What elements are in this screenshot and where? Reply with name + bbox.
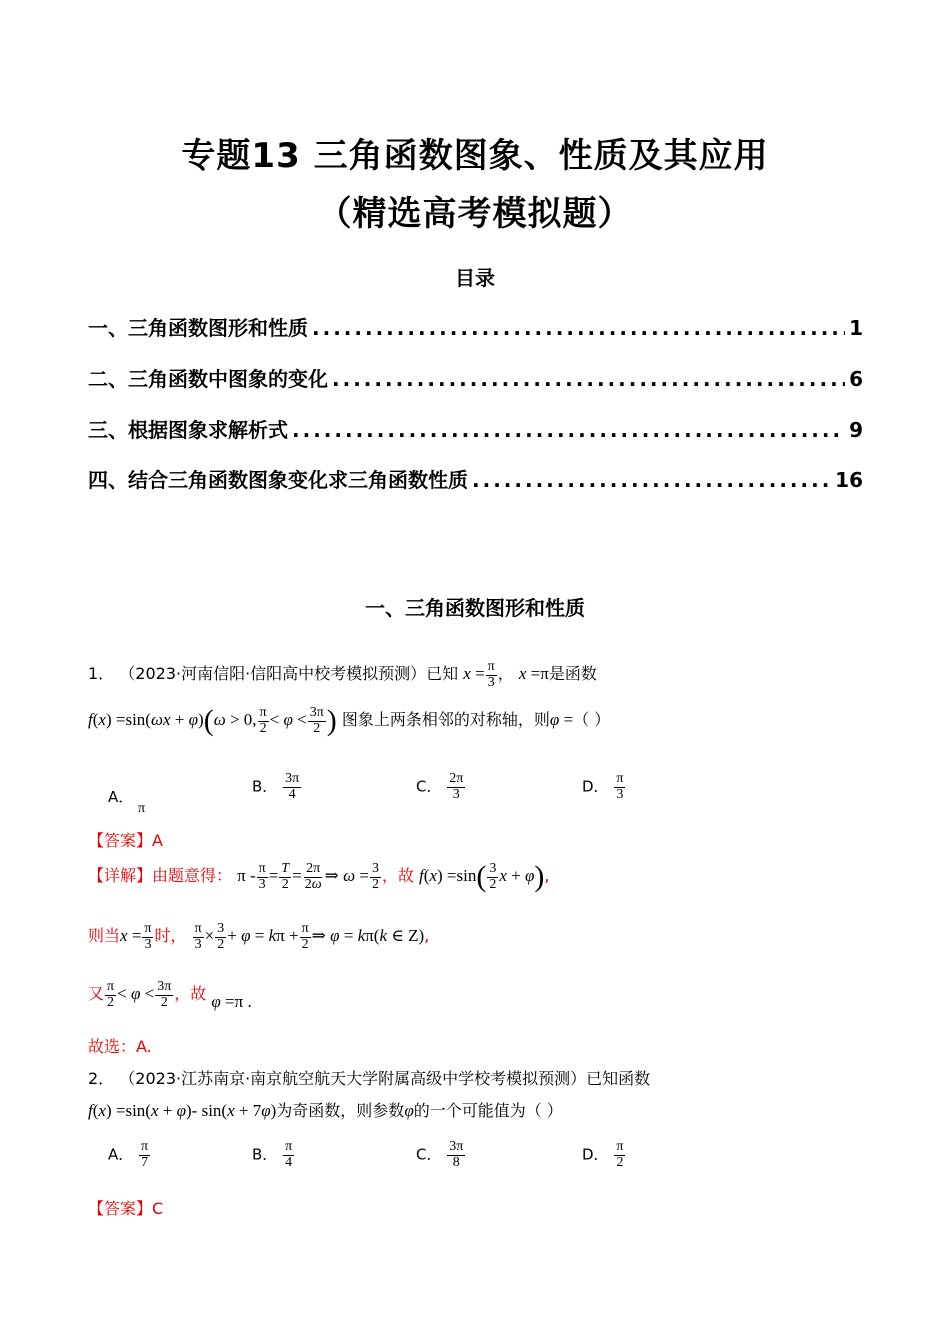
fraction-numerator: π	[141, 1139, 149, 1154]
toc-entry[interactable]	[88, 363, 863, 392]
question-stem-tail: 是函数	[548, 664, 597, 684]
option-a[interactable]	[108, 786, 146, 816]
option-c[interactable]	[416, 1140, 466, 1170]
fraction-denominator: 3	[616, 786, 624, 802]
final-choice: 故选：A.	[88, 1037, 152, 1056]
document-title-line2: （精选高考模拟题）	[317, 194, 633, 234]
toc-leader	[332, 367, 845, 391]
option-label: C．	[416, 1145, 442, 1164]
toc-heading: 目录	[455, 266, 495, 290]
toc-entry-page: 6	[849, 367, 863, 391]
option-value: π	[138, 801, 146, 816]
question-1-stem: 1． （2023·河南信阳·信阳高中校考模拟预测）已知 x = $\frac{\pi}{3}$ ， x =π是函数	[88, 659, 597, 690]
fraction-numerator: π	[285, 1139, 293, 1154]
function-formula: f(x) =sin(x + φ)- sin(x + 7φ)	[88, 1101, 277, 1120]
fraction-numerator: π	[616, 771, 624, 786]
answer-value: A	[152, 831, 163, 850]
answer-tag: 【答案】	[88, 831, 153, 850]
detail-line-3: 又 $\frac{\pi}{2}$ < φ < $\frac{3\pi}{2}$ ，故 φ =π .	[88, 979, 252, 1012]
detail-text: ，故	[381, 866, 414, 886]
section-heading: 一、三角函数图形和性质	[365, 596, 585, 620]
toc-entry-label: 一、三角函数图形和性质	[88, 316, 308, 340]
option-label: D．	[582, 1145, 609, 1164]
detail-text: 由题意得：	[152, 866, 233, 886]
detail-line-2: 则当x = $\frac{\pi}{3}$ 时， $\frac{\pi}{3}$ × $\frac{3}{2}$ + φ = kπ + $\frac{\pi}{2}$ ⇒ φ = kπ(k ∈ Z),	[88, 921, 430, 952]
toc-entry-label: 三、根据图象求解析式	[88, 418, 288, 442]
toc-entry[interactable]	[88, 464, 863, 493]
fraction-numerator: 3π	[285, 771, 300, 786]
answer-tag: 【答案】	[88, 1199, 153, 1218]
detail-text: 则当	[88, 926, 121, 946]
question-2-stem	[88, 1066, 650, 1089]
detail-line-1: 【详解】由题意得： π - $\frac{\pi}{3}$ = $\frac{T}{2}$ = $\frac{2\pi}{2\omega}$ ⇒ ω = $\frac{3}{2}$ ，故 f(x) =sin( $\frac{3}{2}$ x + φ),	[88, 860, 550, 894]
option-a[interactable]	[108, 1140, 151, 1170]
option-label: D．	[582, 777, 609, 796]
option-label: A．	[108, 1145, 134, 1164]
question-line2-text: 图象上两条相邻的对称轴，则	[341, 710, 550, 730]
question-1-formula-line: f(x) =sin(ωx + φ)(ω > 0, $\frac{\pi}{2}$ < φ < $\frac{3\pi}{2}$ ) 图象上两条相邻的对称轴，则φ =（ ）	[88, 704, 611, 738]
detail-tag: 【详解】	[88, 866, 153, 886]
option-label: B．	[252, 1145, 278, 1164]
detail-text: ，故	[174, 984, 207, 1004]
answer-line	[88, 828, 163, 851]
toc-leader	[312, 316, 845, 340]
toc-leader	[472, 468, 831, 492]
question-source: （2023·江苏南京·南京航空航天大学附属高级中学校考模拟预测）已知函数	[119, 1069, 651, 1088]
option-label: B．	[252, 777, 278, 796]
fraction-numerator: 3π	[449, 1139, 464, 1154]
function-formula: f(x) =sin(ωx + φ)(ω > 0, $\frac{\pi}{2}$ < φ < $\frac{3\pi}{2}$ )	[88, 704, 337, 738]
option-label: A．	[108, 788, 134, 806]
option-b[interactable]	[252, 772, 302, 802]
answer-value: C	[152, 1199, 164, 1218]
fraction-denominator: 7	[141, 1154, 149, 1170]
question-2-formula-line: f(x) =sin(x + φ)- sin(x + 7φ)为奇函数，则参数φ的一个可能值为（ ）	[88, 1101, 563, 1120]
comma: ，	[497, 664, 514, 684]
option-d[interactable]	[582, 1140, 626, 1170]
answer-line	[88, 1196, 163, 1219]
fraction-denominator: 4	[285, 1154, 293, 1170]
answer-paren: （ ）	[573, 710, 611, 730]
fraction-numerator: π	[616, 1139, 624, 1154]
toc-entry-label: 四、结合三角函数图象变化求三角函数性质	[88, 468, 468, 492]
option-label: C．	[416, 777, 442, 796]
toc-entry-label: 二、三角函数中图象的变化	[88, 367, 328, 391]
toc-entry-page: 1	[849, 316, 863, 340]
fraction-denominator: 4	[288, 786, 296, 802]
question-line2-text: 为奇函数，则参数	[276, 1101, 405, 1120]
toc-entry[interactable]	[88, 312, 863, 341]
option-d[interactable]	[582, 772, 626, 802]
fraction-denominator: 8	[452, 1154, 460, 1170]
toc-entry-page: 9	[849, 418, 863, 442]
document-title-line1: 专题13 三角函数图象、性质及其应用	[181, 136, 769, 176]
fraction-denominator: 2	[616, 1154, 624, 1170]
question-number: 2．	[88, 1069, 115, 1088]
detail-text: 又	[88, 984, 105, 1004]
toc-entry[interactable]	[88, 414, 863, 443]
question-source: （2023·河南信阳·信阳高中校考模拟预测）已知	[119, 664, 459, 684]
fraction-numerator: 2π	[449, 771, 464, 786]
question-line2-text: 的一个可能值为（ ）	[413, 1101, 563, 1120]
option-b[interactable]	[252, 1140, 295, 1170]
detail-text: 时，	[154, 926, 187, 946]
option-c[interactable]	[416, 772, 466, 802]
toc-leader	[292, 418, 845, 442]
question-number: 1．	[88, 664, 115, 684]
toc-entry-page: 16	[835, 468, 863, 492]
fraction-denominator: 3	[452, 786, 460, 802]
